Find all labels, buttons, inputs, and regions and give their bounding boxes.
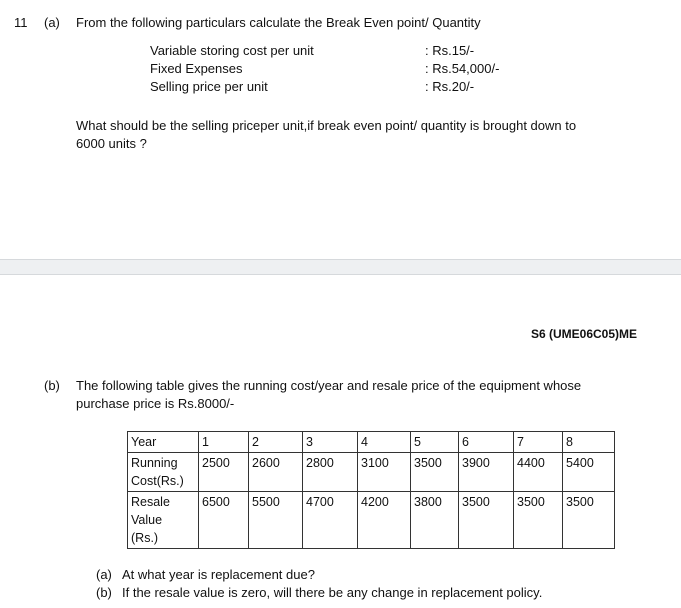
particular-label-fixed-expenses: Fixed Expenses bbox=[150, 61, 243, 76]
part-a-question-line-1: What should be the selling priceper unit,if break even point/ quantity is brought down to bbox=[76, 118, 577, 133]
particular-value-variable-cost: : Rs.15/- bbox=[425, 43, 475, 58]
page-separator bbox=[0, 259, 681, 275]
row-header-running-cost bbox=[128, 453, 199, 492]
running-cost-cell: 4400 bbox=[514, 453, 563, 492]
year-cell: 5 bbox=[411, 432, 459, 453]
part-b-line-2: purchase price is Rs.8000/- bbox=[76, 396, 235, 411]
resale-value-cell: 4700 bbox=[303, 492, 358, 549]
sub-question-b-label: (b) bbox=[96, 585, 112, 600]
part-b-label: (b) bbox=[44, 378, 60, 393]
part-a-intro: From the following particulars calculate the Break Even point/ Quantity bbox=[76, 15, 481, 30]
year-cell: 7 bbox=[514, 432, 563, 453]
year-cell: 1 bbox=[199, 432, 249, 453]
running-label-line-2: Cost(Rs.) bbox=[131, 474, 184, 488]
sub-question-a-text: At what year is replacement due? bbox=[122, 567, 315, 582]
resale-label-line-3: (Rs.) bbox=[131, 531, 159, 545]
running-cost-cell: 5400 bbox=[563, 453, 615, 492]
year-cell: 2 bbox=[249, 432, 303, 453]
sub-question-a-label: (a) bbox=[96, 567, 112, 582]
particular-value-selling-price: : Rs.20/- bbox=[425, 79, 475, 94]
row-header-resale-value bbox=[128, 492, 199, 549]
year-cell: 4 bbox=[358, 432, 411, 453]
equipment-cost-table bbox=[127, 431, 615, 549]
running-cost-cell: 2500 bbox=[199, 453, 249, 492]
course-code: S6 (UME06C05)ME bbox=[530, 327, 637, 341]
resale-label-line-1: Resale bbox=[131, 495, 170, 509]
row-header-year: Year bbox=[128, 432, 199, 453]
running-cost-cell: 3100 bbox=[358, 453, 411, 492]
sub-question-b-text: If the resale value is zero, will there be any change in replacement policy. bbox=[122, 585, 543, 600]
part-a-label: (a) bbox=[44, 15, 60, 30]
resale-value-cell: 3800 bbox=[411, 492, 459, 549]
running-cost-cell: 2600 bbox=[249, 453, 303, 492]
running-cost-cell: 2800 bbox=[303, 453, 358, 492]
particular-label-variable-cost: Variable storing cost per unit bbox=[150, 43, 314, 58]
year-cell: 3 bbox=[303, 432, 358, 453]
resale-value-cell: 3500 bbox=[563, 492, 615, 549]
table-row-resale-value bbox=[128, 492, 615, 549]
resale-value-cell: 5500 bbox=[249, 492, 303, 549]
particular-label-selling-price: Selling price per unit bbox=[150, 79, 268, 94]
resale-value-cell: 3500 bbox=[514, 492, 563, 549]
year-cell: 8 bbox=[563, 432, 615, 453]
running-cost-cell: 3500 bbox=[411, 453, 459, 492]
particular-value-fixed-expenses: : Rs.54,000/- bbox=[425, 61, 500, 76]
resale-value-cell: 4200 bbox=[358, 492, 411, 549]
part-b-line-1: The following table gives the running cost/year and resale price of the equipment whose bbox=[76, 378, 582, 393]
running-cost-cell: 3900 bbox=[459, 453, 514, 492]
resale-value-cell: 6500 bbox=[199, 492, 249, 549]
running-label-line-1: Running bbox=[131, 456, 178, 470]
table-row-running-cost bbox=[128, 453, 615, 492]
resale-label-line-2: Value bbox=[131, 513, 163, 527]
part-a-question-line-2: 6000 units ? bbox=[76, 136, 147, 151]
question-number: 11 bbox=[14, 15, 28, 30]
table-row-year bbox=[128, 432, 615, 453]
year-cell: 6 bbox=[459, 432, 514, 453]
resale-value-cell: 3500 bbox=[459, 492, 514, 549]
